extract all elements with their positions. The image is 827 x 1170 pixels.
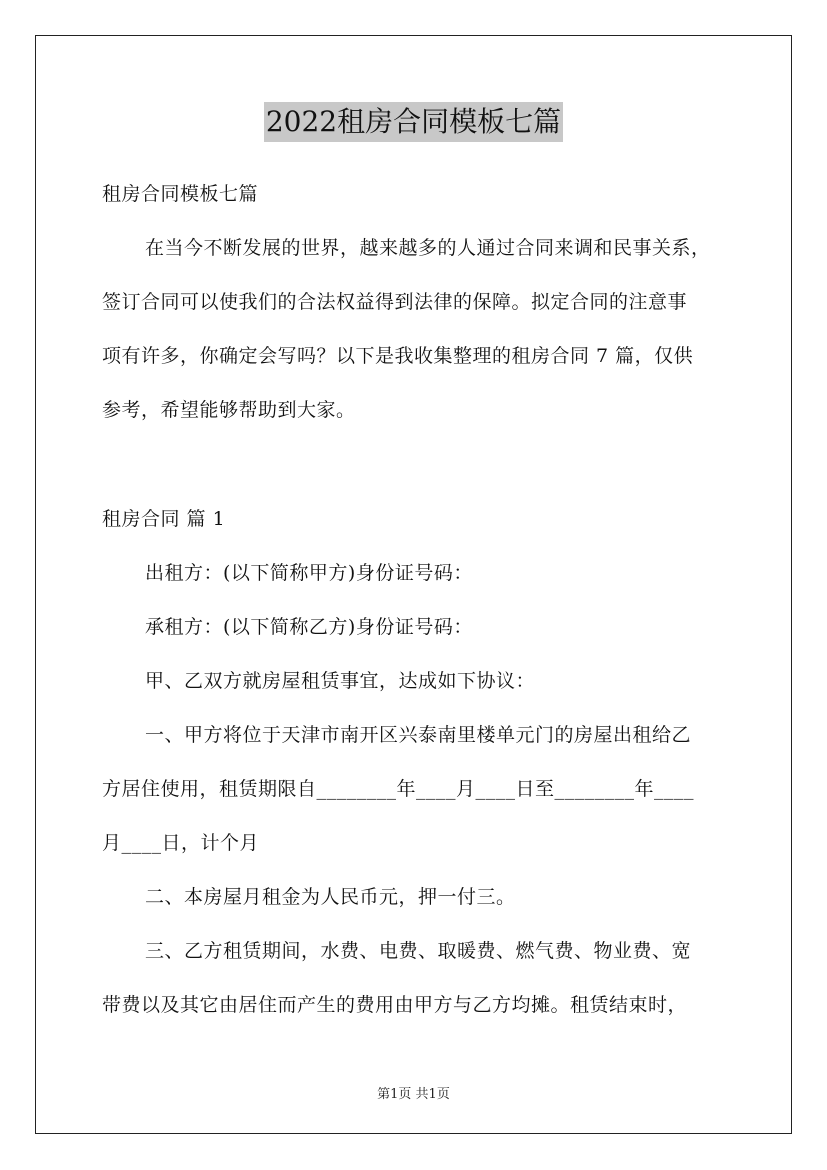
agreement-line: 甲、乙双方就房屋租赁事宜，达成如下协议： — [145, 670, 536, 692]
document-title: 2022租房合同模板七篇 — [264, 102, 563, 142]
clause-line: 二、本房屋月租金为人民币元，押一付三。 — [145, 886, 516, 908]
intro-line: 在当今不断发展的世界，越来越多的人通过合同来调和民事关系， — [145, 237, 711, 259]
clause-line: 带费以及其它由居住而产生的费用由甲方与乙方均摊。租赁结束时， — [102, 994, 688, 1016]
intro-line: 参考，希望能够帮助到大家。 — [102, 399, 356, 421]
clause-line: 月____日，计个月 — [102, 832, 260, 854]
lessee-line: 承租方：(以下简称乙方)身份证号码： — [145, 616, 473, 638]
clause-line: 三、乙方租赁期间，水费、电费、取暖费、燃气费、物业费、宽 — [145, 940, 692, 962]
lessor-line: 出租方：(以下简称甲方)身份证号码： — [145, 562, 473, 584]
title-container — [0, 102, 827, 142]
document-subtitle: 租房合同模板七篇 — [102, 183, 259, 205]
intro-line: 签订合同可以使我们的合法权益得到法律的保障。拟定合同的注意事 — [102, 291, 688, 313]
page-footer: 第1页 共1页 — [377, 1087, 450, 1102]
section-heading: 租房合同 篇 1 — [102, 508, 226, 530]
clause-line: 一、甲方将位于天津市南开区兴泰南里楼单元门的房屋出租给乙 — [145, 724, 692, 746]
clause-line: 方居住使用，租赁期限自________年____月____日至________年____ — [102, 778, 695, 800]
intro-line: 项有许多，你确定会写吗？以下是我收集整理的租房合同 7 篇，仅供 — [102, 345, 694, 367]
